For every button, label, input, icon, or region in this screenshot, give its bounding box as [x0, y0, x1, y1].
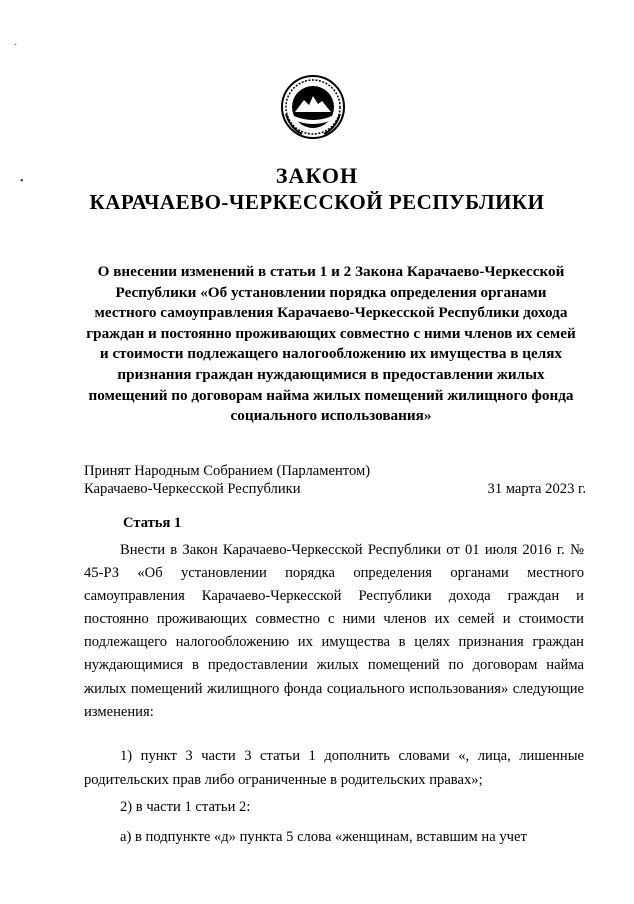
document-title: ЗАКОН	[275, 163, 359, 188]
adoption-republic: Карачаево-Черкесской Республики	[84, 481, 301, 497]
list-item: 1) пункт 3 части 3 статьи 1 дополнить словами «, лица, лишенные родительских прав либо ограниченные в родительских правах»;	[84, 748, 584, 788]
article-paragraph: Внести в Закон Карачаево-Черкесской Республики от 01 июля 2016 г. № 45-РЗ «Об установлении порядка определения органами местного самоуправления Карачаево-Черкесской Республики дохода граждан и постоянно проживающих совместно с ними членов их семей и стоимости подлежащего налогообложению их имущества в целях признания граждан нуждающимися в предоставлении жилых помещений по договорам найма жилых помещений жилищного фонда социального использования» следующие изменения:	[84, 542, 584, 720]
document-title-republic: КАРАЧАЕВО-ЧЕРКЕССКОЙ РЕСПУБЛИКИ	[89, 190, 545, 214]
adoption-body: Принят Народным Собранием (Парламентом)	[84, 463, 371, 479]
scan-speck: •	[20, 176, 24, 187]
list-item: 2) в части 1 статьи 2:	[120, 799, 251, 815]
document-subject: О внесении изменений в статьи 1 и 2 Закона Карачаево-Черкесской Республики «Об установлении порядка определения органами местного самоуправления Карачаево-Черкесской Республики дохода граждан и постоянно проживающих совместно с ними членов их семей и стоимости подлежащего налогообложению их имущества в целях признания граждан нуждающимися в предоставлении жилых помещений по договорам найма жилых помещений жилищного фонда социального использования»	[86, 263, 576, 425]
adoption-info	[84, 462, 370, 498]
article-heading: Статья 1	[123, 515, 182, 531]
republic-emblem-icon	[280, 74, 346, 140]
adoption-date: 31 марта 2023 г.	[487, 481, 586, 497]
scan-speck: ·	[14, 40, 18, 51]
list-item: а) в подпункте «д» пункта 5 слова «женщинам, вставшим на учет	[120, 829, 527, 845]
